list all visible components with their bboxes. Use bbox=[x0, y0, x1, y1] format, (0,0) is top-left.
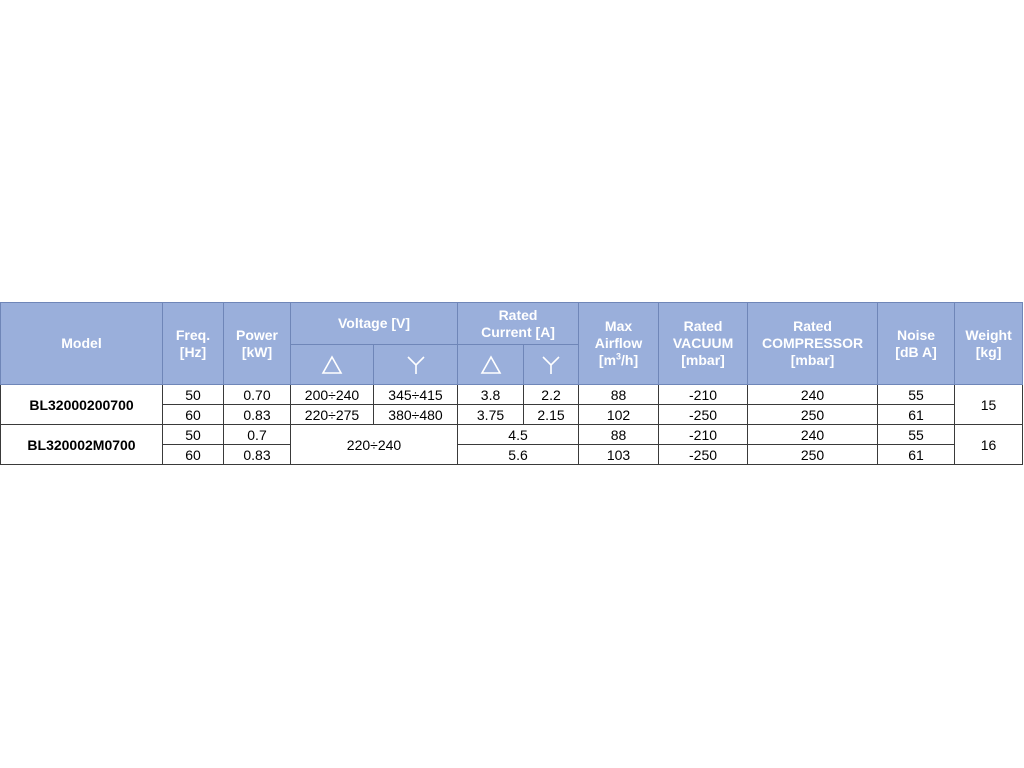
header-noise-label: Noise bbox=[896, 326, 936, 343]
noise-cell: 55 bbox=[878, 425, 955, 445]
header-rated-current-unit: Current [A] bbox=[481, 323, 555, 340]
freq-cell: 50 bbox=[163, 385, 224, 405]
header-power-unit: [kW] bbox=[241, 343, 273, 360]
header-power-label: Power bbox=[235, 326, 278, 343]
airflow-cell: 88 bbox=[579, 425, 659, 445]
header-noise-unit: [dB A] bbox=[895, 343, 937, 360]
airflow-cell: 88 bbox=[579, 385, 659, 405]
vacuum-cell: -250 bbox=[659, 405, 748, 425]
header-rated-compressor-unit: [mbar] bbox=[790, 352, 835, 368]
header-max-airflow-exp: 3 bbox=[616, 351, 622, 362]
header-weight-label: Weight bbox=[965, 326, 1012, 343]
header-freq-label: Freq. bbox=[175, 326, 211, 343]
header-max-airflow-line1: Max bbox=[604, 318, 633, 334]
current-delta-cell: 3.8 bbox=[458, 385, 524, 405]
weight-cell: 15 bbox=[955, 385, 1023, 425]
noise-cell: 61 bbox=[878, 405, 955, 425]
compressor-cell: 250 bbox=[748, 405, 878, 425]
header-model: Model bbox=[1, 303, 163, 385]
header-weight bbox=[955, 303, 1023, 385]
delta-icon bbox=[321, 355, 343, 375]
header-rated-compressor-line2: COMPRESSOR bbox=[761, 335, 864, 351]
table-row bbox=[1, 425, 1023, 445]
compressor-cell: 240 bbox=[748, 425, 878, 445]
header-weight-unit: [kg] bbox=[975, 343, 1002, 360]
power-cell: 0.83 bbox=[224, 405, 291, 425]
current-cell: 5.6 bbox=[458, 445, 579, 465]
header-rated-compressor bbox=[748, 303, 878, 385]
vacuum-cell: -210 bbox=[659, 385, 748, 405]
noise-cell: 61 bbox=[878, 445, 955, 465]
header-max-airflow-unit-a: [m bbox=[598, 352, 617, 368]
voltage-cell: 220÷240 bbox=[291, 425, 458, 465]
compressor-cell: 250 bbox=[748, 445, 878, 465]
power-cell: 0.7 bbox=[224, 425, 291, 445]
current-delta-cell: 3.75 bbox=[458, 405, 524, 425]
header-rated-compressor-line1: Rated bbox=[793, 318, 832, 334]
voltage-delta-header bbox=[291, 345, 374, 385]
current-star-header bbox=[524, 345, 579, 385]
current-star-cell: 2.2 bbox=[524, 385, 579, 405]
current-cell: 4.5 bbox=[458, 425, 579, 445]
voltage-star-cell: 345÷415 bbox=[374, 385, 458, 405]
header-rated-vacuum bbox=[659, 303, 748, 385]
power-cell: 0.83 bbox=[224, 445, 291, 465]
header-max-airflow-unit-b: /h] bbox=[621, 352, 639, 368]
header-freq bbox=[163, 303, 224, 385]
table-row bbox=[1, 385, 1023, 405]
weight-cell: 16 bbox=[955, 425, 1023, 465]
compressor-cell: 240 bbox=[748, 385, 878, 405]
header-voltage: Voltage [V] bbox=[291, 303, 458, 345]
vacuum-cell: -250 bbox=[659, 445, 748, 465]
freq-cell: 60 bbox=[163, 405, 224, 425]
airflow-cell: 102 bbox=[579, 405, 659, 425]
header-power bbox=[224, 303, 291, 385]
voltage-delta-cell: 200÷240 bbox=[291, 385, 374, 405]
model-cell: BL320002M0700 bbox=[1, 425, 163, 465]
header-noise bbox=[878, 303, 955, 385]
header-max-airflow bbox=[579, 303, 659, 385]
voltage-star-header bbox=[374, 345, 458, 385]
specifications-table bbox=[0, 302, 1023, 465]
header-rated-vacuum-unit: [mbar] bbox=[681, 352, 725, 368]
header-max-airflow-line2: Airflow bbox=[594, 335, 643, 351]
header-rated-current-label: Rated bbox=[498, 306, 538, 323]
current-star-cell: 2.15 bbox=[524, 405, 579, 425]
freq-cell: 50 bbox=[163, 425, 224, 445]
star-icon bbox=[540, 355, 562, 375]
voltage-delta-cell: 220÷275 bbox=[291, 405, 374, 425]
model-cell: BL32000200700 bbox=[1, 385, 163, 425]
header-rated-vacuum-line2: VACUUM bbox=[672, 335, 734, 351]
power-cell: 0.70 bbox=[224, 385, 291, 405]
current-delta-header bbox=[458, 345, 524, 385]
airflow-cell: 103 bbox=[579, 445, 659, 465]
header-freq-unit: [Hz] bbox=[179, 343, 207, 360]
noise-cell: 55 bbox=[878, 385, 955, 405]
voltage-star-cell: 380÷480 bbox=[374, 405, 458, 425]
vacuum-cell: -210 bbox=[659, 425, 748, 445]
freq-cell: 60 bbox=[163, 445, 224, 465]
header-rated-vacuum-line1: Rated bbox=[683, 318, 723, 334]
delta-icon bbox=[480, 355, 502, 375]
star-icon bbox=[405, 355, 427, 375]
header-rated-current bbox=[458, 303, 579, 345]
